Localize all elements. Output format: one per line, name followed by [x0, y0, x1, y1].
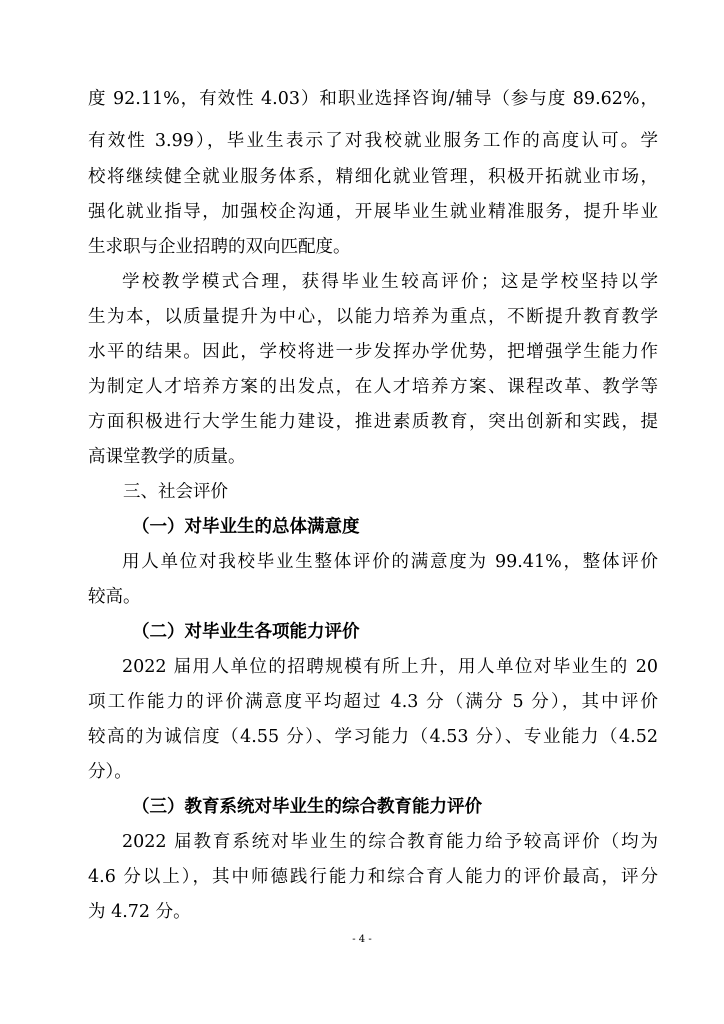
- section-heading-social-evaluation: 三、社会评价: [123, 482, 228, 502]
- paragraph-5-line-3: 为 4.72 分。: [88, 902, 191, 922]
- paragraph-2-line-4: 为制定人才培养方案的出发点，在人才培养方案、课程改革、教学等: [88, 377, 658, 397]
- paragraph-5-line-2: 4.6 分以上），其中师德践行能力和综合育人能力的评价最高，评分: [88, 867, 658, 887]
- paragraph-2-line-3: 水平的结果。因此，学校将进一步发挥办学优势，把增强学生能力作: [88, 342, 658, 362]
- page-number: - 4 -: [352, 934, 372, 945]
- paragraph-2-line-2: 生为本，以质量提升为中心，以能力培养为重点，不断提升教育教学: [88, 307, 658, 327]
- paragraph-4-line-1: 2022 届用人单位的招聘规模有所上升，用人单位对毕业生的 20: [122, 657, 658, 677]
- paragraph-3-line-1: 用人单位对我校毕业生整体评价的满意度为 99.41%，整体评价: [122, 552, 658, 572]
- paragraph-1-line-4: 强化就业指导，加强校企沟通，开展毕业生就业精准服务，提升毕业: [88, 202, 658, 222]
- subsection-heading-education-system-evaluation: （三）教育系统对毕业生的综合教育能力评价: [132, 797, 482, 817]
- paragraph-4-line-4: 分）。: [88, 762, 132, 782]
- paragraph-2-line-1: 学校教学模式合理，获得毕业生较高评价；这是学校坚持以学: [122, 272, 658, 292]
- paragraph-2-line-5: 方面积极进行大学生能力建设，推进素质教育，突出创新和实践，提: [88, 412, 658, 432]
- paragraph-1-line-5: 生求职与企业招聘的双向匹配度。: [88, 237, 351, 257]
- paragraph-1-line-1: 度 92.11%，有效性 4.03）和职业选择咨询/辅导（参与度 89.62%，: [88, 89, 658, 109]
- subsection-heading-ability-evaluation: （二）对毕业生各项能力评价: [132, 622, 360, 642]
- paragraph-4-line-3: 较高的为诚信度（4.55 分）、学习能力（4.53 分）、专业能力（4.52: [88, 727, 658, 747]
- paragraph-1-line-2: 有效性 3.99），毕业生表示了对我校就业服务工作的高度认可。学: [88, 131, 658, 151]
- paragraph-4-line-2: 项工作能力的评价满意度平均超过 4.3 分（满分 5 分），其中评价: [88, 692, 658, 712]
- paragraph-5-line-1: 2022 届教育系统对毕业生的综合教育能力给予较高评价（均为: [122, 832, 658, 852]
- paragraph-1-line-3: 校将继续健全就业服务体系，精细化就业管理，积极开拓就业市场，: [88, 167, 658, 187]
- paragraph-3-line-2: 较高。: [88, 587, 141, 607]
- subsection-heading-overall-satisfaction: （一）对毕业生的总体满意度: [132, 517, 360, 537]
- paragraph-2-line-6: 高课堂教学的质量。: [88, 447, 246, 467]
